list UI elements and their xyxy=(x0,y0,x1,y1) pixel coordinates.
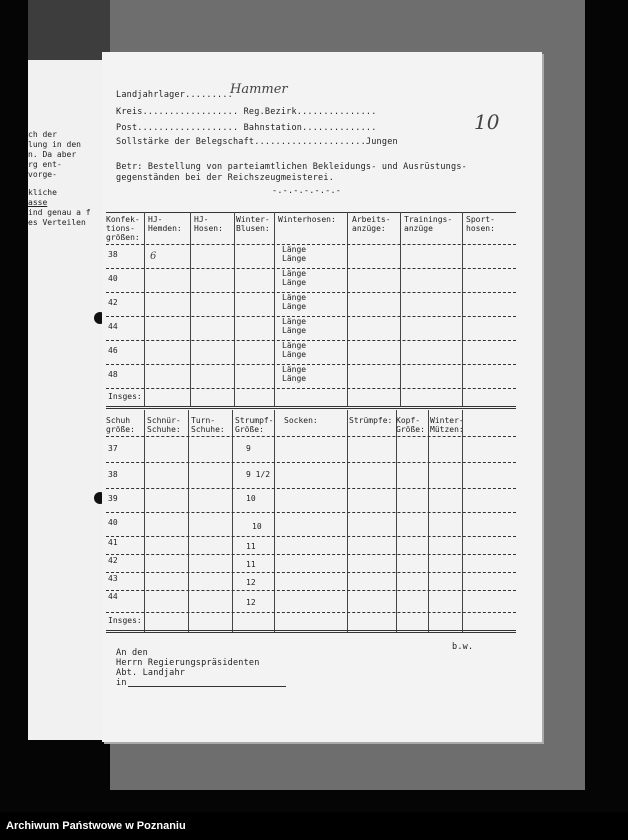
address-line: in xyxy=(116,678,127,688)
table1-col-divider xyxy=(400,212,401,407)
table2-stocking: 11 xyxy=(246,542,256,551)
table2-stocking: 12 xyxy=(246,578,256,587)
table1-header: HJ- Hemden: xyxy=(148,215,182,233)
table2-header: Strumpf- Größe: xyxy=(235,416,274,434)
table2-size: 40 xyxy=(108,518,118,527)
left-line: vorge- xyxy=(28,170,57,179)
table2-header: Schnür- Schuhe: xyxy=(147,416,181,434)
table1-col-divider xyxy=(274,212,275,407)
table1-top-rule xyxy=(106,212,516,213)
table1-header: Winter- Blusen: xyxy=(236,215,270,233)
table2-size: 39 xyxy=(108,494,118,503)
subject-line-2: gegenständen bei der Reichszeugmeisterei. xyxy=(116,173,335,183)
table1-total-label: Insges: xyxy=(108,392,142,401)
table2-header: Winter- Mützen: xyxy=(430,416,464,434)
table1-header: Konfek- tions- größen: xyxy=(106,215,140,242)
table2-header: Socken: xyxy=(284,416,318,425)
camp-label: Landjahrlager......... xyxy=(116,90,233,100)
left-line: es Verteilen xyxy=(28,218,86,227)
table1-length: Länge xyxy=(282,254,307,263)
table2-row-rule xyxy=(106,572,516,573)
table2-row-rule xyxy=(106,554,516,555)
subject-line-1: Betr: Bestellung von parteiamtlichen Bekleidungs- und Ausrüstungs- xyxy=(116,162,467,172)
table2-header: Kopf- Größe: xyxy=(396,416,425,434)
camp-handwritten: Hammer xyxy=(230,82,288,97)
left-line: n. Da aber xyxy=(28,150,77,159)
table1-row-rule xyxy=(106,316,516,317)
table2-header: Schuh größe: xyxy=(106,416,135,434)
table1-col-divider xyxy=(462,212,463,407)
table2-col-divider xyxy=(188,410,189,632)
table1-length: Länge xyxy=(282,374,307,383)
table2-col-divider xyxy=(462,410,463,632)
table1-length: Länge xyxy=(282,245,307,254)
post-line: Post................... Bahnstation.............. xyxy=(116,123,377,133)
document-page xyxy=(102,52,542,742)
table1-header: Trainings- anzüge xyxy=(404,215,453,233)
left-line: asse xyxy=(28,198,48,207)
table2-size: 38 xyxy=(108,470,118,479)
table2-row-rule xyxy=(106,512,516,513)
left-page-fragment xyxy=(28,60,104,740)
table1-col-divider xyxy=(144,212,145,407)
table1-row-rule xyxy=(106,268,516,269)
table1-size: 40 xyxy=(108,274,118,283)
address-line: An den xyxy=(116,648,148,658)
table2-size: 41 xyxy=(108,538,118,547)
table2-stocking: 11 xyxy=(246,560,256,569)
table1-mark: 6 xyxy=(150,251,157,262)
table1-length: Länge xyxy=(282,365,307,374)
address-line: Abt. Landjahr xyxy=(116,668,186,678)
table1-row-rule xyxy=(106,340,516,341)
district-line: Kreis.................. Reg.Bezirk............... xyxy=(116,107,377,117)
address-underline xyxy=(128,686,286,687)
table2-total-label: Insges: xyxy=(108,616,142,625)
left-line: rg ent- xyxy=(28,160,62,169)
table1-bottom-rule xyxy=(106,406,516,409)
table2-stocking: 9 1/2 xyxy=(246,470,271,479)
table2-row-rule xyxy=(106,590,516,591)
table2-row-rule xyxy=(106,462,516,463)
left-line: lung in den xyxy=(28,140,81,149)
subject-divider: -.-.-.-.-.-.- xyxy=(272,186,342,196)
strength-line: Sollstärke der Belegschaft.....................Jungen xyxy=(116,137,398,147)
table2-size: 42 xyxy=(108,556,118,565)
table1-header: HJ- Hosen: xyxy=(194,215,223,233)
table2-stocking: 10 xyxy=(252,522,262,531)
table1-size: 42 xyxy=(108,298,118,307)
table2-stocking: 10 xyxy=(246,494,256,503)
table1-size: 48 xyxy=(108,370,118,379)
table2-size: 37 xyxy=(108,444,118,453)
table1-row-rule xyxy=(106,364,516,365)
table1-length: Länge xyxy=(282,269,307,278)
table1-row-rule xyxy=(106,292,516,293)
table2-col-divider xyxy=(428,410,429,632)
table1-size: 46 xyxy=(108,346,118,355)
table1-col-divider xyxy=(347,212,348,407)
table1-col-divider xyxy=(234,212,235,407)
turn-over-note: b.w. xyxy=(452,642,474,652)
table1-row-rule xyxy=(106,388,516,389)
table1-header: Arbeits- anzüge: xyxy=(352,215,391,233)
left-line: ind genau a f xyxy=(28,208,91,217)
table2-stocking: 12 xyxy=(246,598,256,607)
table2-row-rule xyxy=(106,436,516,437)
table2-bottom-rule xyxy=(106,630,516,633)
table1-header: Sport- hosen: xyxy=(466,215,495,233)
table1-length: Länge xyxy=(282,317,307,326)
left-line: ch der xyxy=(28,130,57,139)
table1-length: Länge xyxy=(282,350,307,359)
table2-row-rule xyxy=(106,488,516,489)
table2-header: Strümpfe: xyxy=(349,416,393,425)
table2-col-divider xyxy=(396,410,397,632)
table2-col-divider xyxy=(232,410,233,632)
table2-size: 43 xyxy=(108,574,118,583)
table1-length: Länge xyxy=(282,278,307,287)
table2-col-divider xyxy=(144,410,145,632)
table1-length: Länge xyxy=(282,341,307,350)
table1-size: 44 xyxy=(108,322,118,331)
address-line: Herrn Regierungspräsidenten xyxy=(116,658,260,668)
table2-row-rule xyxy=(106,536,516,537)
left-line: kliche xyxy=(28,188,57,197)
table2-col-divider xyxy=(274,410,275,632)
table1-length: Länge xyxy=(282,326,307,335)
archive-caption: Archiwum Państwowe w Poznaniu xyxy=(0,812,628,840)
table2-header: Turn- Schuhe: xyxy=(191,416,225,434)
table1-length: Länge xyxy=(282,293,307,302)
table1-row-rule xyxy=(106,244,516,245)
backdrop-left xyxy=(28,0,110,60)
table2-stocking: 9 xyxy=(246,444,251,453)
table1-col-divider xyxy=(190,212,191,407)
table1-length: Länge xyxy=(282,302,307,311)
table1-size: 38 xyxy=(108,250,118,259)
table2-col-divider xyxy=(347,410,348,632)
table1-header: Winterhosen: xyxy=(278,215,336,224)
table2-size: 44 xyxy=(108,592,118,601)
page-number: 10 xyxy=(474,110,500,134)
table2-row-rule xyxy=(106,612,516,613)
